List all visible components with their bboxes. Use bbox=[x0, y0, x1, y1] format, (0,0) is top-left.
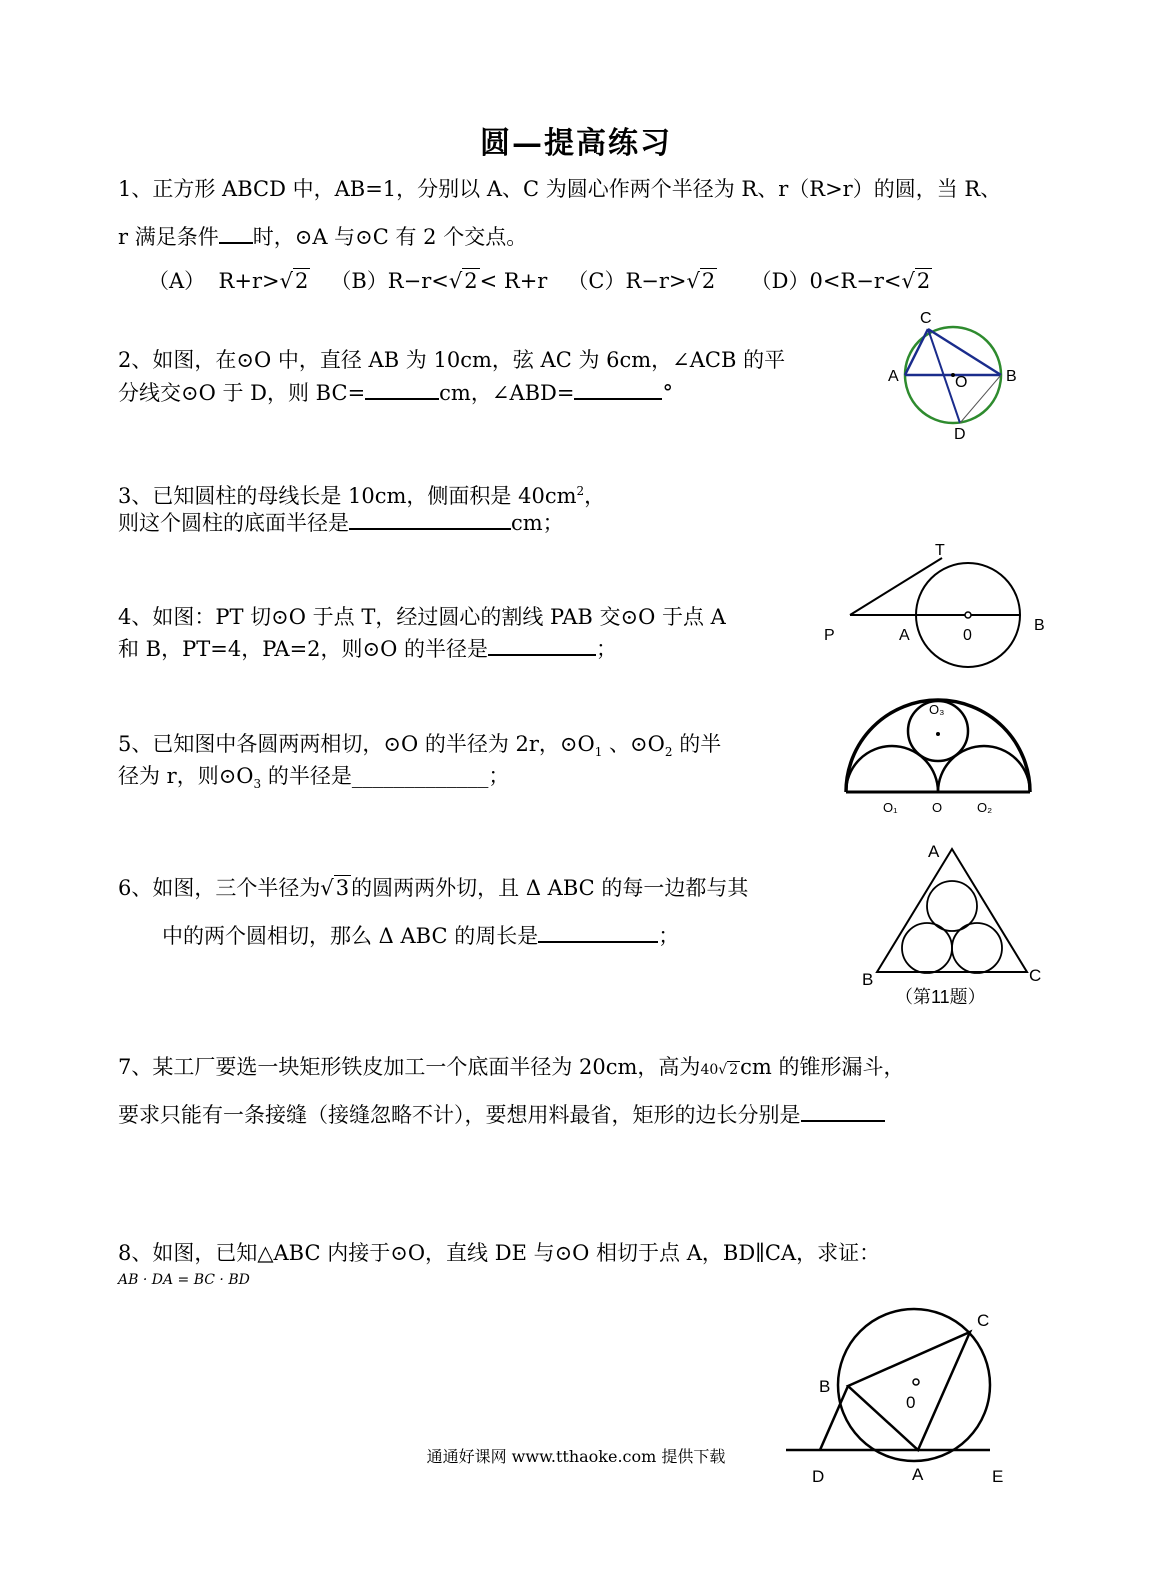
q6-label-a: A bbox=[928, 842, 940, 861]
q8-line1: 8、如图，已知△ABC 内接于⊙O，直线 DE 与⊙O 相切于点 A，BD∥CA，求证： bbox=[118, 1241, 881, 1265]
q6-label-c: C bbox=[1029, 966, 1042, 985]
q6-circle-left bbox=[902, 923, 952, 973]
q4-center-dot bbox=[965, 612, 971, 618]
q5-line2: 径为 r，则$⊙O_3$ 的半径是_____________； bbox=[118, 764, 510, 792]
page-footer: 通通好课网 www.tthaoke.com 提供下载 bbox=[426, 1447, 726, 1466]
q8-label-d: D bbox=[812, 1467, 825, 1486]
q4-label-b: B bbox=[1034, 617, 1045, 634]
q6-figure bbox=[855, 835, 1055, 1015]
q1-options bbox=[148, 264, 932, 298]
q1-text-a: r 满足条件 bbox=[118, 225, 219, 249]
q5-label-o2: O₂ bbox=[977, 800, 993, 815]
q1-answer-blank bbox=[219, 222, 253, 244]
q1-option-b: （B）R−r<√2< R+r bbox=[330, 269, 548, 293]
q6-label-b: B bbox=[862, 970, 874, 989]
q8-label-o: 0 bbox=[906, 1393, 916, 1412]
q6-caption: （第11题） bbox=[895, 987, 986, 1007]
q5-label-o1: O₁ bbox=[883, 800, 898, 815]
q3-line2: 则这个圆柱的底面半径是 cm； bbox=[118, 506, 564, 540]
q2-chord-ac bbox=[905, 329, 928, 375]
page-title: 圆—提高练习 bbox=[480, 126, 672, 161]
q2-label-a: A bbox=[888, 368, 899, 385]
q2-blank-abd bbox=[574, 378, 662, 400]
q4-label-p: P bbox=[824, 627, 835, 644]
q1-option-d: （D）0<R−r<√2 bbox=[750, 269, 931, 293]
q5-right-semicircle bbox=[938, 746, 1030, 792]
q8-formula: AB · DA = BC · BD bbox=[118, 1272, 250, 1288]
q3-blank bbox=[349, 508, 511, 530]
q7-line1: 7、某工厂要选一块矩形铁皮加工一个底面半径为 20cm，高为40√ 2cm 的锥形漏斗， bbox=[118, 1055, 905, 1079]
q4-tangent-pt bbox=[850, 558, 942, 615]
q4-label-a: A bbox=[899, 627, 910, 644]
q2-label-b: B bbox=[1006, 368, 1017, 385]
q6-line1: 6、如图，三个半径为√3的圆两两外切，且 Δ ABC 的每一边都与其 bbox=[118, 876, 749, 900]
q2-label-d: D bbox=[954, 426, 966, 443]
q4-line2: 和 B，PT=4，PA=2，则⊙O 的半径是 ； bbox=[118, 632, 617, 666]
q4-blank bbox=[488, 634, 596, 656]
q8-label-b: B bbox=[819, 1377, 831, 1396]
q2-blank-bc bbox=[365, 378, 439, 400]
q6-circle-right bbox=[952, 923, 1002, 973]
q2-label-o: O bbox=[955, 374, 968, 391]
q5-label-o3: O₃ bbox=[929, 702, 945, 717]
q2-chord-cb bbox=[928, 329, 1001, 375]
q8-label-c: C bbox=[977, 1311, 990, 1330]
q1-option-c: （C）R−r>√2 bbox=[567, 269, 716, 293]
q1-line2 bbox=[118, 220, 527, 254]
q6-line2: 中的两个圆相切，那么 Δ ABC 的周长是 ； bbox=[162, 919, 679, 953]
q7-blank bbox=[801, 1100, 885, 1122]
q5-figure bbox=[840, 688, 1040, 818]
q4-line1: 4、如图：PT 切⊙O 于点 T，经过圆心的割线 PAB 交⊙O 于点 A bbox=[118, 605, 726, 629]
q2-line2: 分线交⊙O 于 D，则 BC= cm，∠ABD= ° bbox=[118, 376, 673, 410]
q7-line2: 要求只能有一条接缝（接缝忽略不计），要想用料最省，矩形的边长分别是 bbox=[118, 1098, 885, 1132]
q1-option-a: （A） R+r>√2 bbox=[148, 269, 309, 293]
q4-figure bbox=[818, 540, 1058, 680]
q2-label-c: C bbox=[920, 310, 932, 327]
q6-blank bbox=[538, 921, 658, 943]
q4-label-t: T bbox=[935, 542, 945, 559]
q8-triangle-abc bbox=[848, 1332, 970, 1450]
q5-left-semicircle bbox=[846, 746, 938, 792]
q8-center-dot bbox=[913, 1379, 919, 1385]
q4-label-o: 0 bbox=[963, 627, 972, 644]
q5-dot-o3 bbox=[936, 732, 940, 736]
q8-label-a: A bbox=[912, 1465, 924, 1484]
q2-line1: 2、如图，在⊙O 中，直径 AB 为 10cm，弦 AC 为 6cm，∠ACB 的平 bbox=[118, 348, 786, 372]
q8-label-e: E bbox=[992, 1467, 1004, 1486]
q1-line1: 1、正方形 ABCD 中，AB=1，分别以 A、C 为圆心作两个半径为 R、r（R>r）的圆，当 R、 bbox=[118, 177, 1002, 201]
q8-figure bbox=[780, 1300, 1040, 1500]
q2-figure bbox=[880, 305, 1030, 445]
q5-label-o: O bbox=[932, 800, 943, 815]
q1-text-b: 时，⊙A 与⊙C 有 2 个交点。 bbox=[252, 225, 528, 249]
q5-line1: 5、已知图中各圆两两相切，⊙O 的半径为 2r，$⊙O_1$ 、$⊙O_2$ 的半 bbox=[118, 732, 722, 760]
q3-line1: 3、已知圆柱的母线长是 10cm，侧面积是 $40cm^2$， bbox=[118, 484, 606, 508]
